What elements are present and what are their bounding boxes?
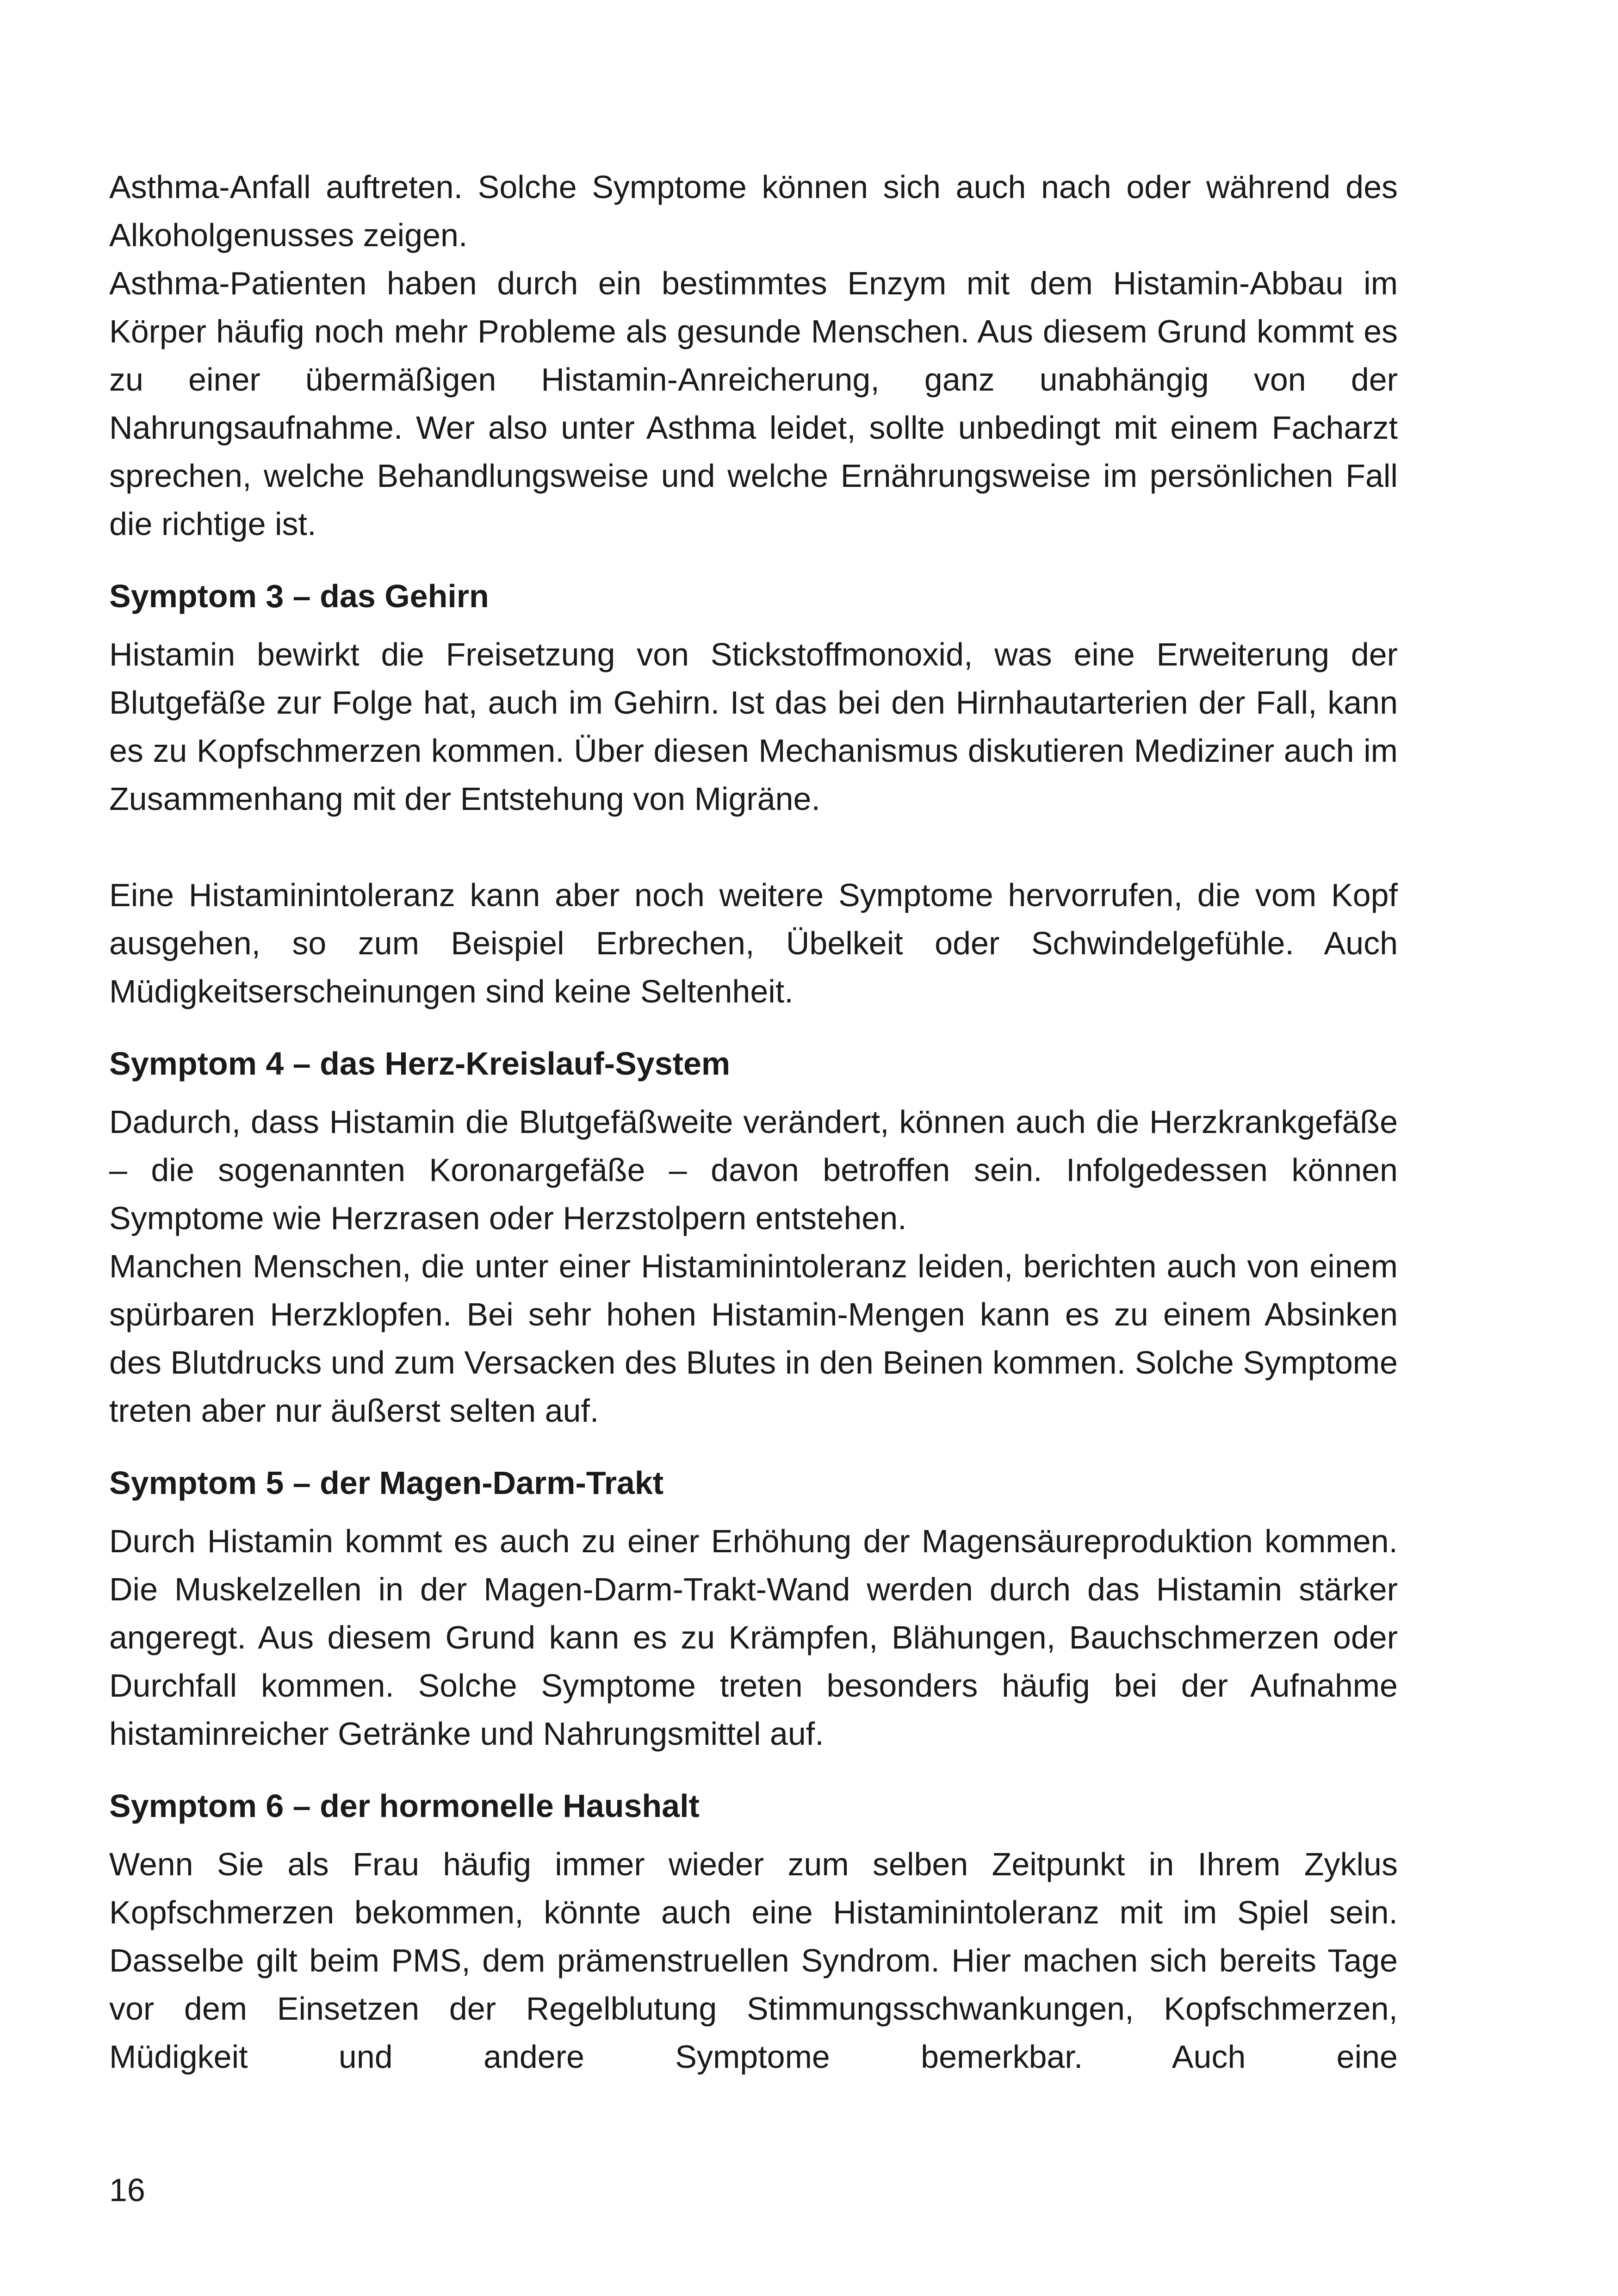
heading-symptom-6: Symptom 6 – der hormonelle Haushalt	[109, 1788, 700, 1824]
page-number: 16	[109, 2172, 145, 2208]
paragraph-further-symptoms: Eine Histaminintoleranz kann aber noch weitere Symptome hervorrufen, die vom Kopf ausgehen, so zum Beispiel Erbrechen, Übelkeit oder Schwindelgefühle. Auch Müdigkeitserscheinungen sind keine Seltenheit.	[109, 877, 1398, 1009]
paragraph-palpitations: Manchen Menschen, die unter einer Histaminintoleranz leiden, berichten auch von einem spürbaren Herzklopfen. Bei sehr hohen Histamin-Mengen kann es zu einem Absinken des Blutdrucks und zum Versacken des Blutes in den Beinen kommen. Solche Symptome treten aber nur äußerst selten auf.	[109, 1248, 1398, 1429]
heading-symptom-4: Symptom 4 – das Herz-Kreislauf-System	[109, 1045, 731, 1082]
page-body	[109, 163, 1398, 2081]
paragraph-asthma-attack: Asthma-Anfall auftreten. Solche Symptome können sich auch nach oder während des Alkoholgenusses zeigen.	[109, 169, 1398, 253]
paragraph-asthma-patients: Asthma-Patienten haben durch ein bestimmtes Enzym mit dem Histamin-Abbau im Körper häufig noch mehr Probleme als gesunde Menschen. Aus diesem Grund kommt es zu einer übermäßigen Histamin-Anreicherung, ganz unabhängig von der Nahrungsaufnahme. Wer also unter Asthma leidet, sollte unbedingt mit einem Facharzt sprechen, welche Behandlungsweise und welche Ernährungsweise im persönlichen Fall die richtige ist.	[109, 265, 1398, 542]
paragraph-gastrointestinal: Durch Histamin kommt es auch zu einer Erhöhung der Magensäureproduktion kommen. Die Muskelzellen in der Magen-Darm-Trakt-Wand werden durch das Histamin stärker angeregt. Aus diesem Grund kann es zu Krämpfen, Blähungen, Bauchschmerzen oder Durchfall kommen. Solche Symptome treten besonders häufig bei der Aufnahme histaminreicher Getränke und Nahrungsmittel auf.	[109, 1523, 1398, 1752]
paragraph-brain: Histamin bewirkt die Freisetzung von Stickstoffmonoxid, was eine Erweiterung der Blutgefäße zur Folge hat, auch im Gehirn. Ist das bei den Hirnhautarterien der Fall, kann es zu Kopfschmerzen kommen. Über diesen Mechanismus diskutieren Mediziner auch im Zusammenhang mit der Entstehung von Migräne.	[109, 636, 1398, 817]
paragraph-cardiovascular: Dadurch, dass Histamin die Blutgefäßweite verändert, können auch die Herzkrankgefäße – die sogenannten Koronargefäße – davon betroffen sein. Infolgedessen können Symptome wie Herzrasen oder Herzstolpern entstehen.	[109, 1104, 1398, 1236]
heading-symptom-5: Symptom 5 – der Magen-Darm-Trakt	[109, 1465, 664, 1501]
heading-symptom-3: Symptom 3 – das Gehirn	[109, 578, 489, 614]
paragraph-hormonal: Wenn Sie als Frau häufig immer wieder zum selben Zeitpunkt in Ihrem Zyklus Kopfschmerzen bekommen, könnte auch eine Histaminintoleranz mit im Spiel sein. Dasselbe gilt beim PMS, dem prämenstruellen Syndrom. Hier machen sich bereits Tage vor dem Einsetzen der Regelblutung Stimmungsschwankungen, Kopfschmerzen, Müdigkeit und andere Symptome bemerkbar. Auch eine	[109, 1846, 1398, 2075]
